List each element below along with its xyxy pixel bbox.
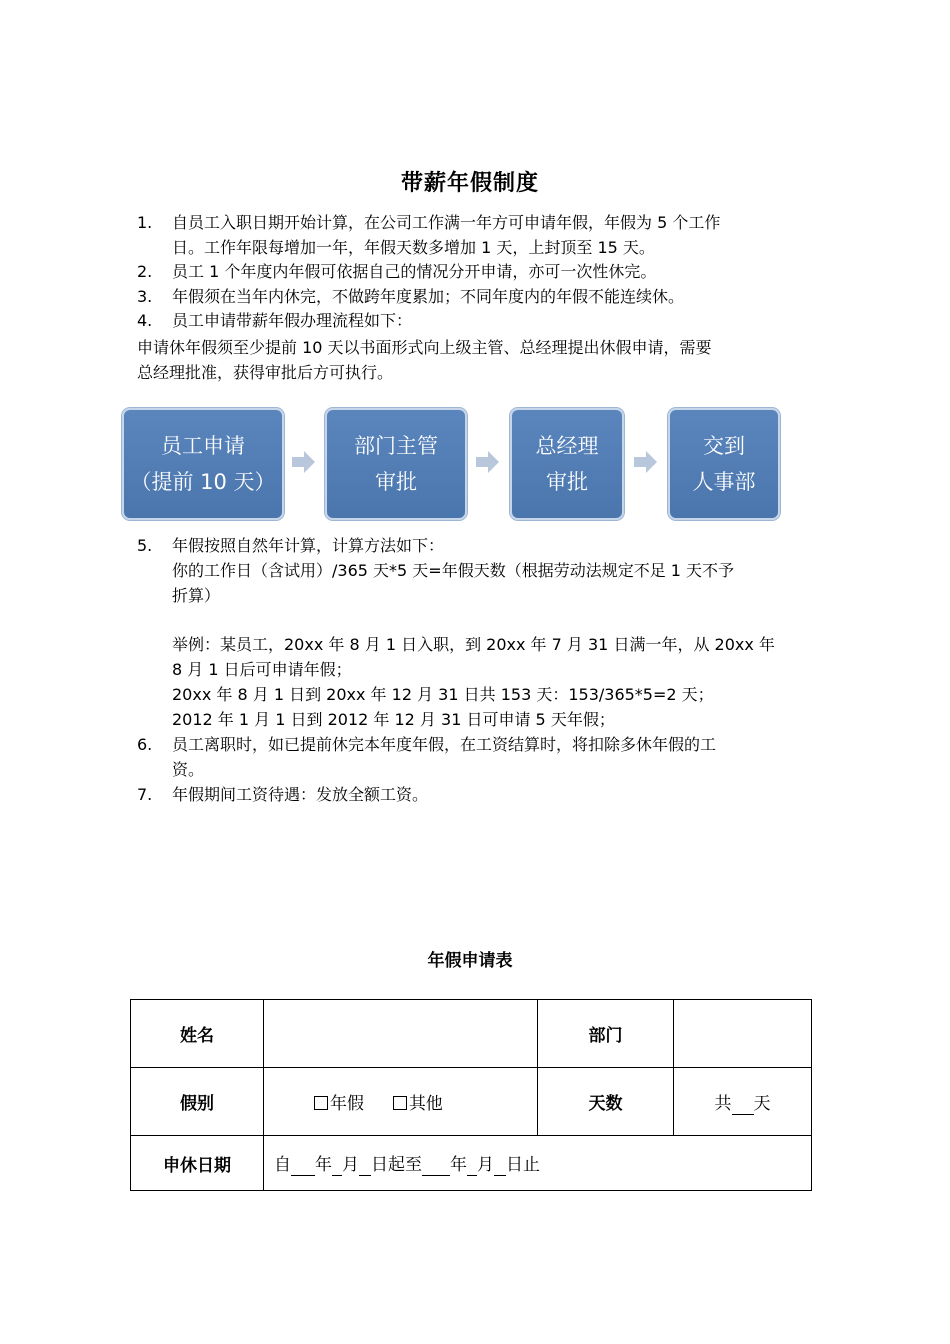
date-text: 月 — [342, 1155, 359, 1175]
start-year-blank[interactable] — [291, 1155, 315, 1176]
example-text: 举例：某员工，20xx 年 8 月 1 日入职，到 20xx 年 7 月 31 日满一年，从 20xx 年 — [172, 635, 775, 654]
leave-date-label: 申休日期 — [131, 1136, 264, 1191]
flow-step-line: 审批 — [375, 470, 417, 494]
flow-step-manager-approve — [325, 408, 467, 520]
leave-type-label: 假别 — [131, 1068, 264, 1136]
end-month-blank[interactable] — [467, 1155, 477, 1176]
annual-leave-checkbox[interactable] — [314, 1096, 328, 1110]
list-number: 1. — [137, 213, 153, 232]
date-text: 日止 — [506, 1155, 540, 1175]
date-text: 日起至 — [371, 1155, 422, 1175]
list-text: 员工申请带薪年假办理流程如下： — [172, 311, 413, 330]
list-text: 日。工作年限每增加一年，年假天数多增加 1 天，上封顶至 15 天。 — [172, 238, 655, 257]
list-text: 资。 — [172, 760, 205, 779]
department-label: 部门 — [538, 1000, 674, 1068]
table-row — [131, 1136, 812, 1191]
list-text: 自员工入职日期开始计算，在公司工作满一年方可申请年假，年假为 5 个工作 — [172, 213, 721, 232]
arrow-right-icon — [292, 450, 316, 474]
name-field[interactable] — [264, 1000, 538, 1068]
flow-step-line: 人事部 — [692, 470, 756, 494]
list-text: 年假期间工资待遇：发放全额工资。 — [172, 785, 429, 804]
days-label: 天数 — [538, 1068, 674, 1136]
list-number: 4. — [137, 311, 153, 330]
days-suffix: 天 — [753, 1093, 771, 1114]
end-day-blank[interactable] — [494, 1155, 506, 1176]
flow-step-line: 总经理 — [535, 434, 599, 458]
example-text: 2012 年 1 月 1 日到 2012 年 12 月 31 日可申请 5 天年假； — [172, 710, 615, 729]
arrow-right-icon — [476, 450, 500, 474]
other-leave-label: 其他 — [408, 1094, 443, 1114]
list-number: 5. — [137, 536, 153, 555]
days-field — [674, 1068, 812, 1136]
example-text: 20xx 年 8 月 1 日到 20xx 年 12 月 31 日共 153 天：153/365*5=2 天； — [172, 685, 714, 704]
department-field[interactable] — [674, 1000, 812, 1068]
arrow-right-icon — [634, 450, 658, 474]
name-label: 姓名 — [131, 1000, 264, 1068]
flow-step-employee-apply — [122, 408, 284, 520]
date-text: 年 — [315, 1155, 332, 1175]
list-text: 年假须在当年内休完，不做跨年度累加；不同年度内的年假不能连续休。 — [172, 287, 685, 306]
flow-step-hr — [668, 408, 780, 520]
process-note-line-1: 申请休年假须至少提前 10 天以书面形式向上级主管、总经理提出休假申请，需要 — [137, 338, 712, 357]
other-leave-checkbox[interactable] — [393, 1096, 407, 1110]
document-title: 带薪年假制度 — [400, 171, 539, 196]
flow-step-line: 审批 — [546, 470, 588, 494]
table-row — [131, 1000, 812, 1068]
table-row — [131, 1068, 812, 1136]
list-number: 6. — [137, 735, 153, 754]
list-number: 2. — [137, 262, 153, 281]
date-text: 年 — [450, 1155, 467, 1175]
days-prefix: 共 — [714, 1093, 732, 1114]
list-number: 7. — [137, 785, 153, 804]
list-number: 3. — [137, 287, 153, 306]
example-text: 8 月 1 日后可申请年假； — [172, 660, 352, 679]
list-text: 年假按照自然年计算，计算方法如下： — [172, 536, 445, 555]
flow-step-line: 员工申请 — [161, 434, 245, 458]
start-month-blank[interactable] — [332, 1155, 342, 1176]
flow-step-line: （提前 10 天） — [130, 470, 276, 494]
date-text: 自 — [274, 1155, 291, 1175]
days-blank[interactable] — [732, 1094, 754, 1115]
end-year-blank[interactable] — [422, 1155, 450, 1176]
process-note-line-2: 总经理批准，获得审批后方可执行。 — [137, 363, 394, 382]
annual-leave-label: 年假 — [330, 1094, 364, 1114]
flow-step-gm-approve — [510, 408, 624, 520]
approval-flow-diagram — [120, 408, 782, 520]
flow-step-line: 部门主管 — [354, 434, 438, 458]
formula-text: 你的工作日（含试用）/365 天*5 天=年假天数（根据劳动法规定不足 1 天不予 — [172, 561, 735, 580]
list-text: 员工离职时，如已提前休完本年度年假，在工资结算时，将扣除多休年假的工 — [172, 735, 717, 754]
leave-date-field — [264, 1136, 812, 1191]
leave-type-options — [264, 1068, 538, 1136]
flow-step-line: 交到 — [703, 434, 745, 458]
start-day-blank[interactable] — [359, 1155, 371, 1176]
date-text: 月 — [477, 1155, 494, 1175]
formula-text: 折算） — [172, 586, 221, 605]
leave-application-form — [130, 999, 812, 1191]
form-title: 年假申请表 — [427, 951, 513, 971]
list-text: 员工 1 个年度内年假可依据自己的情况分开申请，亦可一次性休完。 — [172, 262, 657, 281]
